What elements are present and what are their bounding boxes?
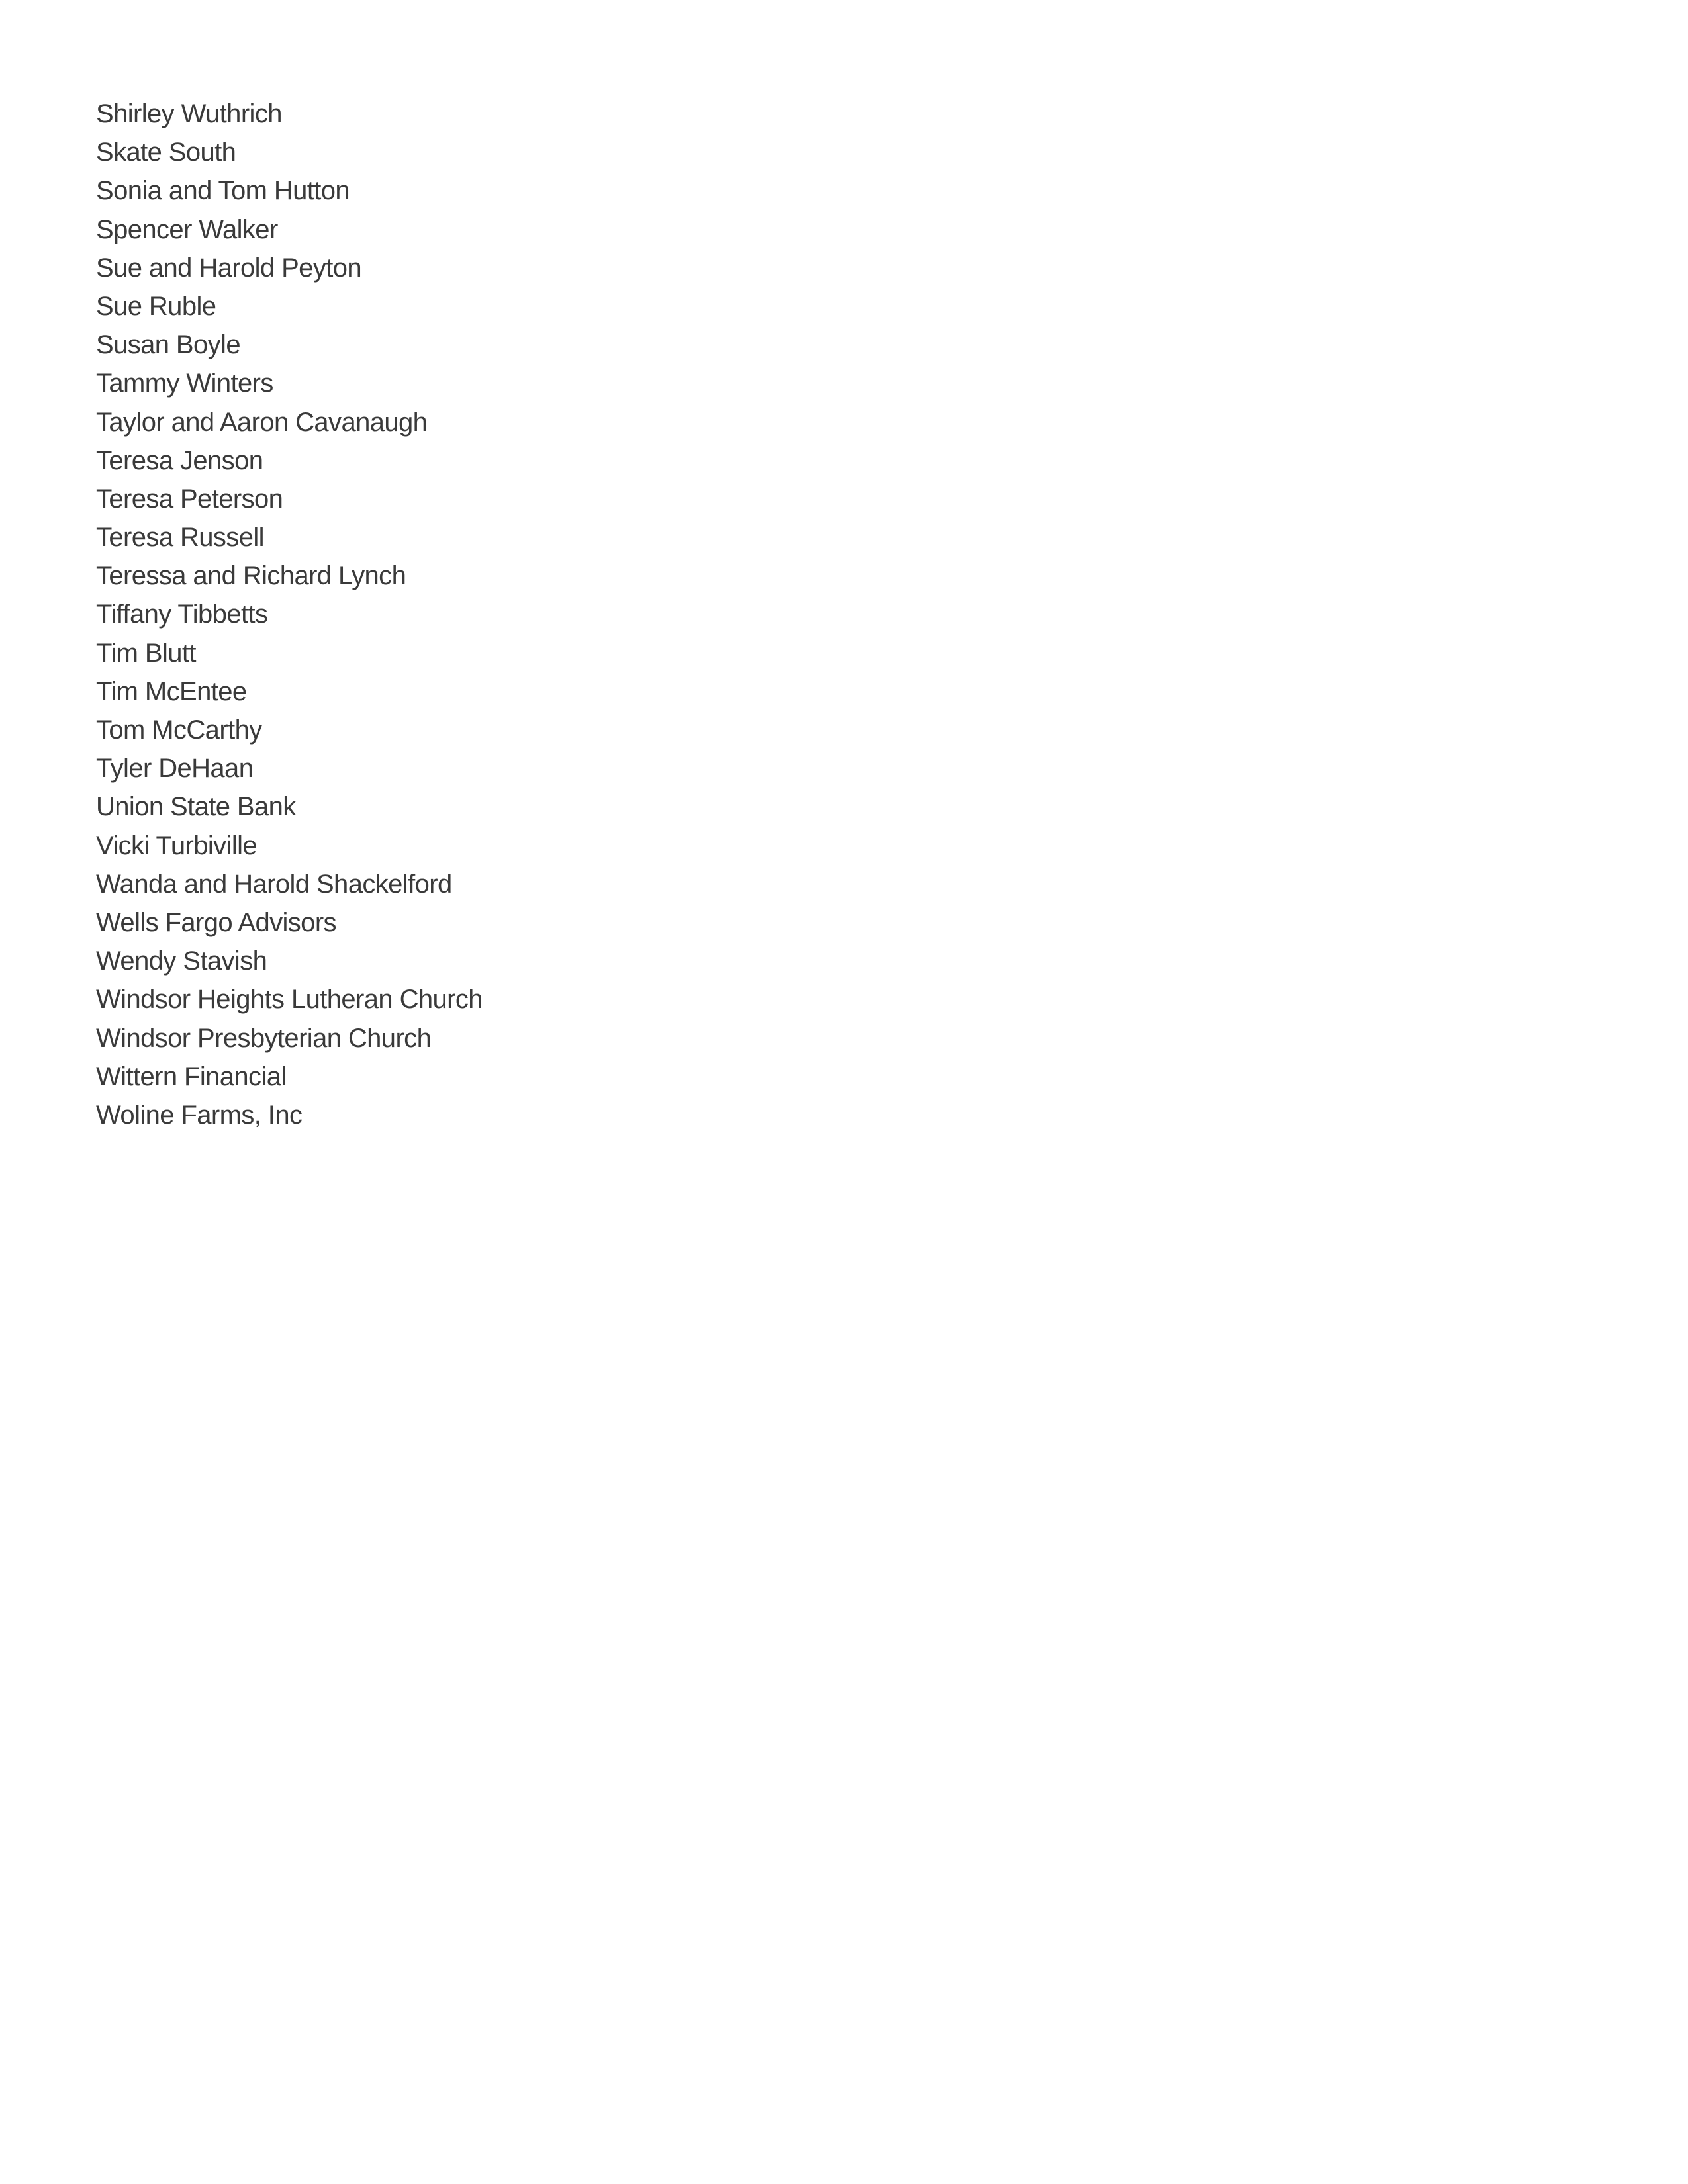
list-item: Sue and Harold Peyton: [96, 253, 362, 283]
list-item: Tim Blutt: [96, 638, 196, 668]
list-item: Teresa Jenson: [96, 445, 263, 475]
list-item: Sonia and Tom Hutton: [96, 176, 350, 206]
list-item: Teressa and Richard Lynch: [96, 561, 406, 591]
list-item: Spencer Walker: [96, 214, 278, 244]
list-item: Tom McCarthy: [96, 715, 262, 745]
list-item: Susan Boyle: [96, 330, 240, 360]
list-item: Wendy Stavish: [96, 946, 267, 976]
donor-name-list: [96, 95, 483, 1134]
list-item: Tammy Winters: [96, 369, 273, 398]
list-item: Tim McEntee: [96, 676, 247, 706]
list-item: Shirley Wuthrich: [96, 99, 282, 128]
list-item: Tiffany Tibbetts: [96, 600, 268, 629]
list-item: Wanda and Harold Shackelford: [96, 869, 452, 899]
list-item: Taylor and Aaron Cavanaugh: [96, 407, 428, 437]
list-item: Teresa Peterson: [96, 484, 283, 514]
list-item: Windsor Presbyterian Church: [96, 1023, 432, 1053]
list-item: Wells Fargo Advisors: [96, 907, 336, 937]
list-item: Wittern Financial: [96, 1062, 287, 1091]
list-item: Windsor Heights Lutheran Church: [96, 985, 483, 1015]
list-item: Sue Ruble: [96, 291, 216, 321]
list-item: Union State Bank: [96, 792, 296, 822]
list-item: Vicki Turbiville: [96, 831, 258, 860]
list-item: Teresa Russell: [96, 523, 264, 553]
list-item: Woline Farms, Inc: [96, 1100, 303, 1130]
list-item: Skate South: [96, 138, 236, 167]
list-item: Tyler DeHaan: [96, 754, 254, 784]
